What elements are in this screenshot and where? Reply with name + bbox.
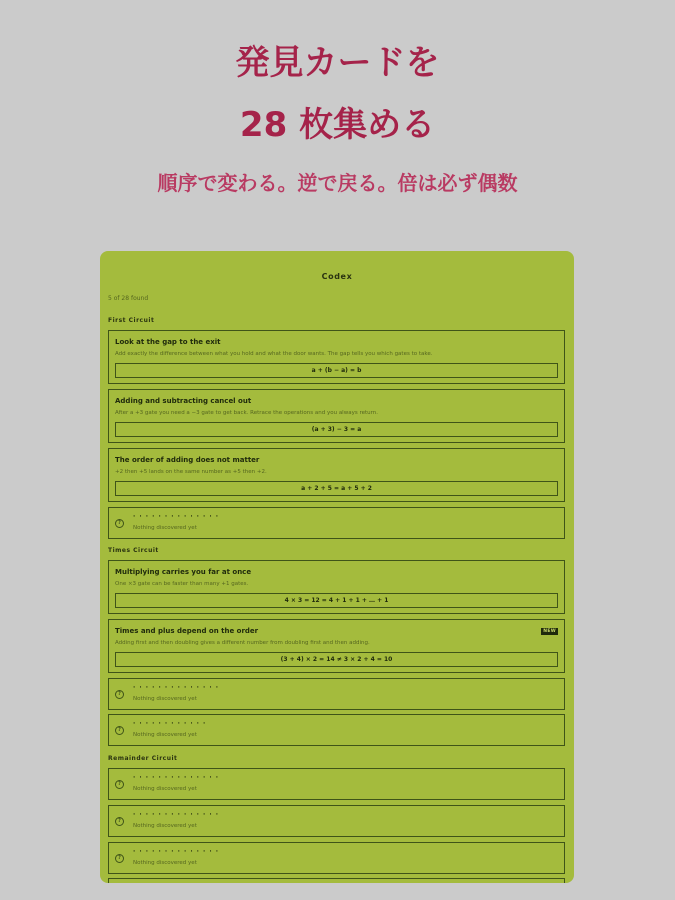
codex-card-partial[interactable]: [108, 878, 565, 883]
locked-card-dots: · · · · · · · · · · · · · ·: [133, 774, 220, 781]
locked-card-dots: · · · · · · · · · · · · · ·: [133, 513, 220, 520]
section-first-circuit: First Circuit: [108, 317, 155, 324]
card-title: Adding and subtracting cancel out: [115, 397, 252, 405]
card-description: One ×3 gate can be faster than many +1 gates.: [115, 581, 249, 587]
new-badge: NEW: [543, 629, 556, 634]
codex-card[interactable]: [108, 389, 565, 443]
question-icon: ?: [115, 690, 124, 699]
card-formula: (3 + 4) × 2 = 14 ≠ 3 × 2 + 4 = 10: [115, 652, 558, 667]
question-icon: ?: [115, 780, 124, 789]
locked-card-status: Nothing discovered yet: [133, 696, 197, 702]
card-title: Times and plus depend on the order: [115, 627, 259, 635]
locked-card-status: Nothing discovered yet: [133, 786, 197, 792]
question-icon: ?: [115, 817, 124, 826]
locked-card-status: Nothing discovered yet: [133, 525, 197, 531]
locked-card-dots: · · · · · · · · · · · · · ·: [133, 811, 220, 818]
locked-card[interactable]: [108, 768, 565, 800]
locked-card-dots: · · · · · · · · · · · · · ·: [133, 848, 220, 855]
card-formula: (a + 3) − 3 = a: [115, 422, 558, 437]
codex-card[interactable]: [108, 448, 565, 502]
codex-card[interactable]: [108, 330, 565, 384]
card-formula: a + (b − a) = b: [115, 363, 558, 378]
card-description: +2 then +5 lands on the same number as +5 then +2.: [115, 469, 267, 475]
locked-card-status: Nothing discovered yet: [133, 860, 197, 866]
codex-title: Codex: [321, 272, 353, 281]
card-description: Adding first and then doubling gives a different number from doubling first and then adding.: [115, 640, 370, 646]
card-title: The order of adding does not matter: [115, 456, 260, 464]
card-title: Look at the gap to the exit: [115, 338, 221, 346]
card-title: Multiplying carries you far at once: [115, 568, 252, 576]
codex-card[interactable]: [108, 619, 565, 673]
section-remainder-circuit: Remainder Circuit: [108, 755, 178, 762]
section-times-circuit: Times Circuit: [108, 547, 159, 554]
locked-card-dots: · · · · · · · · · · · ·: [133, 720, 207, 727]
found-count: 5 of 28 found: [108, 295, 149, 302]
question-icon: ?: [115, 726, 124, 735]
locked-card-status: Nothing discovered yet: [133, 732, 197, 738]
question-icon: ?: [115, 854, 124, 863]
locked-card[interactable]: [108, 714, 565, 746]
locked-card[interactable]: [108, 805, 565, 837]
card-formula: a + 2 + 5 = a + 5 + 2: [115, 481, 558, 496]
card-formula: 4 × 3 = 12 = 4 + 1 + 1 + … + 1: [115, 593, 558, 608]
hero-subtitle: 順序で変わる。逆で戻る。倍は必ず偶数: [157, 171, 518, 195]
card-description: After a +3 gate you need a −3 gate to get back. Retrace the operations and you always return.: [115, 410, 379, 416]
codex-panel: [100, 251, 574, 883]
hero-title-line-2: 28 枚集める: [239, 105, 436, 145]
hero-title-line-1: 発見カードを: [235, 43, 440, 83]
locked-card[interactable]: [108, 842, 565, 874]
locked-card[interactable]: [108, 678, 565, 710]
locked-card-dots: · · · · · · · · · · · · · ·: [133, 684, 220, 691]
codex-card[interactable]: [108, 560, 565, 614]
card-description: Add exactly the difference between what you hold and what the door wants. The gap tells you which gates to take.: [115, 351, 433, 357]
locked-card-status: Nothing discovered yet: [133, 823, 197, 829]
locked-card[interactable]: [108, 507, 565, 539]
question-icon: ?: [115, 519, 124, 528]
